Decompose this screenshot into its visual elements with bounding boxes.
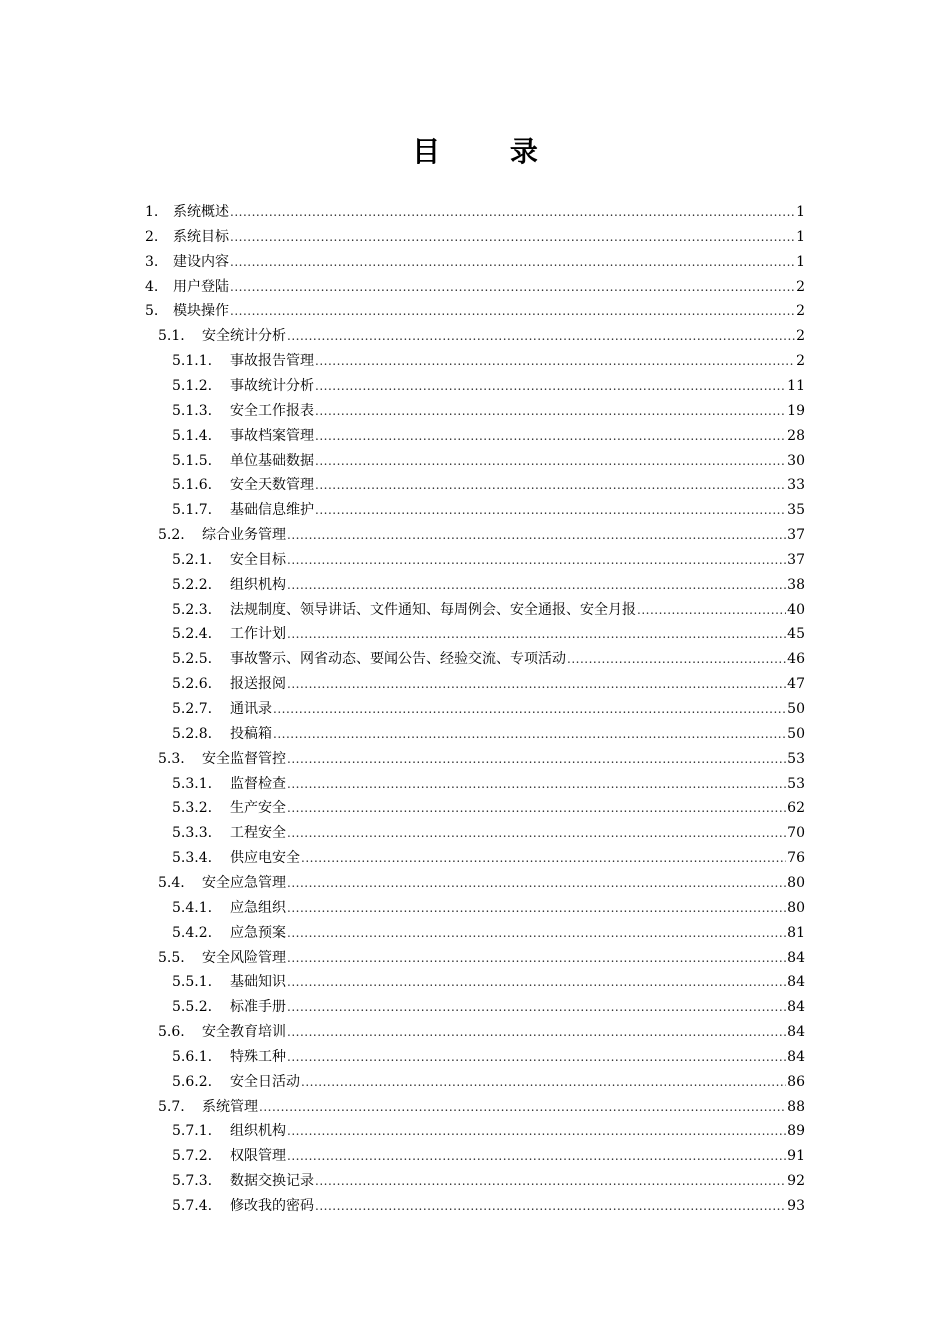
toc-entry-title: 安全应急管理 [202, 874, 286, 891]
toc-entry[interactable] [172, 548, 805, 572]
toc-entry[interactable] [145, 200, 805, 224]
toc-entry[interactable] [172, 672, 805, 696]
toc-entry[interactable] [172, 498, 805, 522]
toc-entry[interactable] [158, 324, 805, 348]
toc-entry[interactable] [172, 896, 805, 920]
toc-entry-page-number: 2 [796, 303, 805, 320]
toc-entry[interactable] [172, 970, 805, 994]
toc-dot-leader [301, 1070, 786, 1094]
toc-entry-number: 5.1.2. [172, 377, 213, 394]
toc-dot-leader [273, 697, 786, 721]
toc-entry-page-number: 88 [787, 1098, 805, 1115]
toc-entry-title: 事故档案管理 [230, 427, 314, 444]
toc-entry-number: 5.1.5. [172, 452, 213, 469]
toc-dot-leader [287, 772, 786, 796]
toc-entry-number: 5.5. [158, 949, 185, 966]
toc-entry-page-number: 37 [787, 551, 805, 568]
toc-entry-page-number: 1 [796, 228, 805, 245]
toc-entry-title: 修改我的密码 [230, 1198, 314, 1214]
toc-dot-leader [287, 1045, 786, 1069]
toc-entry-title: 安全工作报表 [230, 402, 314, 419]
toc-entry-number: 5.3.2. [172, 800, 213, 817]
toc-entry-title: 建设内容 [173, 253, 229, 270]
toc-entry[interactable] [172, 1070, 805, 1094]
toc-entry[interactable] [172, 449, 805, 473]
toc-entry[interactable] [172, 647, 805, 671]
toc-entry[interactable] [172, 1144, 805, 1168]
toc-entry-number: 5.2.7. [172, 701, 213, 717]
toc-entry[interactable] [158, 1020, 805, 1044]
toc-dot-leader [287, 747, 786, 771]
toc-entry[interactable] [172, 846, 805, 870]
toc-entry-page-number: 91 [787, 1148, 805, 1165]
toc-dot-leader [315, 473, 786, 497]
toc-entry-title: 特殊工种 [230, 1048, 286, 1065]
toc-entry-number: 5.3.4. [172, 850, 213, 867]
toc-entry-number: 5.2.8. [172, 725, 213, 742]
toc-dot-leader [315, 449, 786, 473]
toc-entry-number: 5.1.6. [172, 477, 213, 494]
toc-entry-number: 5.2.3. [172, 601, 213, 618]
toc-entry-number: 5. [145, 303, 159, 320]
toc-entry-page-number: 46 [787, 651, 805, 668]
toc-entry-page-number: 81 [787, 924, 805, 941]
toc-entry-number: 5.4.1. [172, 899, 213, 916]
toc-dot-leader [315, 498, 786, 522]
toc-entry-title: 供应电安全 [230, 850, 300, 867]
toc-entry-page-number: 33 [787, 477, 805, 494]
toc-entry-number: 5.2.6. [172, 676, 213, 693]
toc-entry-page-number: 2 [796, 353, 805, 370]
toc-entry-title: 组织机构 [230, 576, 286, 593]
toc-entry-page-number: 30 [787, 452, 805, 469]
toc-entry-number: 5.4.2. [172, 924, 213, 941]
toc-entry-title: 模块操作 [173, 303, 229, 320]
toc-dot-leader [315, 349, 795, 373]
toc-entry[interactable] [172, 722, 805, 746]
toc-entry-page-number: 84 [787, 1024, 805, 1041]
toc-entry-title: 标准手册 [230, 999, 286, 1016]
toc-entry[interactable] [172, 1169, 805, 1193]
toc-entry-page-number: 37 [787, 527, 805, 544]
toc-dot-leader [230, 200, 795, 224]
toc-entry-number: 5.3.1. [172, 775, 213, 792]
toc-entry-number: 5.6. [158, 1024, 185, 1041]
toc-entry-title: 基础信息维护 [230, 502, 314, 519]
toc-entry[interactable] [145, 250, 805, 274]
toc-entry-title: 安全监督管控 [202, 750, 286, 767]
toc-entry-title: 安全风险管理 [202, 949, 286, 966]
toc-entry[interactable] [145, 275, 805, 299]
toc-entry-title: 用户登陆 [173, 278, 229, 295]
toc-entry-title: 事故警示、网省动态、要闻公告、经验交流、专项活动 [230, 651, 566, 668]
toc-dot-leader [287, 995, 786, 1019]
toc-dot-leader [315, 399, 786, 423]
toc-entry-title: 通讯录 [230, 701, 272, 717]
toc-entry-page-number: 80 [787, 899, 805, 916]
toc-dot-leader [287, 1144, 786, 1168]
toc-entry-number: 5.7.3. [172, 1173, 213, 1190]
toc-dot-leader [287, 896, 786, 920]
toc-entry-title: 组织机构 [230, 1123, 286, 1140]
toc-entry-number: 5.7.2. [172, 1148, 213, 1165]
toc-entry[interactable] [158, 747, 805, 771]
toc-entry-page-number: 40 [787, 601, 805, 618]
toc-entry[interactable] [172, 796, 805, 820]
toc-dot-leader [315, 1194, 786, 1218]
toc-entry-page-number: 70 [787, 825, 805, 842]
toc-entry-title: 工程安全 [230, 825, 286, 842]
toc-entry-number: 5.4. [158, 874, 185, 891]
toc-entry-page-number: 38 [787, 576, 805, 593]
toc-dot-leader [567, 647, 786, 671]
toc-dot-leader [287, 573, 786, 597]
toc-entry-number: 3. [145, 253, 159, 270]
toc-entry-title: 系统概述 [173, 204, 229, 220]
toc-entry[interactable] [172, 349, 805, 373]
toc-entry-number: 5.3. [158, 750, 185, 767]
toc-entry-page-number: 92 [787, 1173, 805, 1190]
toc-entry-page-number: 2 [796, 278, 805, 295]
toc-entry-title: 事故报告管理 [230, 353, 314, 370]
toc-entry-number: 5.2.4. [172, 626, 213, 643]
toc-entry-title: 系统管理 [202, 1098, 258, 1115]
toc-dot-leader [315, 374, 786, 398]
toc-entry[interactable] [172, 1194, 805, 1218]
toc-entry-page-number: 50 [787, 725, 805, 742]
toc-entry[interactable] [172, 473, 805, 497]
toc-entry-page-number: 28 [787, 427, 805, 444]
toc-entry-number: 1. [145, 204, 159, 220]
toc-dot-leader [287, 796, 786, 820]
toc-entry[interactable] [172, 598, 805, 622]
toc-entry-number: 5.1.3. [172, 402, 213, 419]
toc-dot-leader [287, 1119, 786, 1143]
toc-entry[interactable] [158, 946, 805, 970]
toc-entry-title: 安全目标 [230, 551, 286, 568]
toc-entry-number: 5.1. [158, 328, 185, 345]
toc-entry-title: 应急预案 [230, 924, 286, 941]
toc-entry-title: 系统目标 [173, 228, 229, 245]
toc-dot-leader [287, 821, 786, 845]
toc-entry-page-number: 86 [787, 1073, 805, 1090]
toc-dot-leader [287, 871, 786, 895]
toc-entry-page-number: 19 [787, 402, 805, 419]
toc-entry-page-number: 84 [787, 974, 805, 991]
toc-entry[interactable] [172, 374, 805, 398]
toc-entry[interactable] [145, 299, 805, 323]
toc-entry[interactable] [172, 399, 805, 423]
toc-entry[interactable] [172, 1119, 805, 1143]
toc-dot-leader [230, 225, 795, 249]
toc-entry-number: 5.2. [158, 527, 185, 544]
toc-dot-leader [287, 324, 795, 348]
toc-entry-title: 安全天数管理 [230, 477, 314, 494]
toc-entry-page-number: 89 [787, 1123, 805, 1140]
toc-entry-page-number: 53 [787, 750, 805, 767]
toc-dot-leader [287, 970, 786, 994]
toc-entry-page-number: 50 [787, 701, 805, 717]
toc-entry-number: 5.1.1. [172, 353, 213, 370]
toc-entry-number: 5.1.7. [172, 502, 213, 519]
toc-dot-leader [637, 598, 786, 622]
toc-dot-leader [230, 275, 795, 299]
toc-entry-number: 5.1.4. [172, 427, 213, 444]
toc-entry-page-number: 2 [796, 328, 805, 345]
toc-entry-title: 监督检查 [230, 775, 286, 792]
toc-entry-number: 5.3.3. [172, 825, 213, 842]
toc-entry-page-number: 84 [787, 999, 805, 1016]
toc-entry-title: 单位基础数据 [230, 452, 314, 469]
toc-entry-title: 基础知识 [230, 974, 286, 991]
toc-entry-title: 安全统计分析 [202, 328, 286, 345]
toc-entry-page-number: 11 [787, 377, 805, 394]
toc-entry[interactable] [158, 523, 805, 547]
toc-entry-number: 5.2.2. [172, 576, 213, 593]
toc-entry-title: 安全日活动 [230, 1073, 300, 1090]
toc-dot-leader [259, 1095, 786, 1119]
toc-entry-page-number: 53 [787, 775, 805, 792]
toc-entry-page-number: 80 [787, 874, 805, 891]
toc-entry-title: 工作计划 [230, 626, 286, 643]
toc-entry[interactable] [172, 821, 805, 845]
toc-entry[interactable] [172, 1045, 805, 1069]
toc-dot-leader [301, 846, 786, 870]
toc-entry-page-number: 35 [787, 502, 805, 519]
toc-entry-page-number: 45 [787, 626, 805, 643]
toc-entry[interactable] [172, 921, 805, 945]
toc-entry-title: 综合业务管理 [202, 527, 286, 544]
toc-entry-page-number: 93 [787, 1198, 805, 1214]
toc-entry-number: 2. [145, 228, 159, 245]
toc-dot-leader [230, 299, 795, 323]
toc-entry-page-number: 84 [787, 1048, 805, 1065]
toc-entry-page-number: 47 [787, 676, 805, 693]
toc-entry-title: 权限管理 [230, 1148, 286, 1165]
toc-entry-number: 4. [145, 278, 159, 295]
toc-dot-leader [287, 946, 786, 970]
toc-entry[interactable] [172, 772, 805, 796]
toc-entry-number: 5.2.5. [172, 651, 213, 668]
toc-dot-leader [315, 1169, 786, 1193]
toc-dot-leader [287, 523, 786, 547]
toc-entry-number: 5.6.2. [172, 1073, 213, 1090]
toc-entry-title: 生产安全 [230, 800, 286, 817]
page-title: 目 录 [412, 135, 568, 168]
toc-entry[interactable] [172, 995, 805, 1019]
toc-entry[interactable] [158, 871, 805, 895]
toc-dot-leader [315, 424, 786, 448]
toc-entry-title: 应急组织 [230, 899, 286, 916]
toc-dot-leader [230, 250, 795, 274]
toc-entry-number: 5.5.1. [172, 974, 213, 991]
toc-entry-number: 5.7.1. [172, 1123, 213, 1140]
toc-entry-number: 5.5.2. [172, 999, 213, 1016]
toc-entry[interactable] [145, 225, 805, 249]
toc-entry[interactable] [172, 424, 805, 448]
toc-entry-title: 报送报阅 [230, 676, 286, 693]
toc-dot-leader [287, 548, 786, 572]
toc-entry-page-number: 1 [796, 204, 805, 220]
toc-entry[interactable] [172, 573, 805, 597]
toc-entry-page-number: 1 [796, 253, 805, 270]
toc-dot-leader [273, 722, 786, 746]
toc-entry-title: 数据交换记录 [230, 1173, 314, 1190]
toc-entry-page-number: 84 [787, 949, 805, 966]
toc-dot-leader [287, 921, 786, 945]
toc-dot-leader [287, 672, 786, 696]
toc-entry[interactable] [158, 1095, 805, 1119]
toc-entry[interactable] [172, 697, 805, 721]
toc-entry-number: 5.2.1. [172, 551, 213, 568]
toc-entry-page-number: 62 [787, 800, 805, 817]
toc-entry-number: 5.6.1. [172, 1048, 213, 1065]
toc-entry-title: 事故统计分析 [230, 377, 314, 394]
toc-entry-number: 5.7. [158, 1098, 185, 1115]
toc-entry-title: 安全教育培训 [202, 1024, 286, 1041]
toc-dot-leader [287, 1020, 786, 1044]
toc-dot-leader [287, 622, 786, 646]
toc-entry[interactable] [172, 622, 805, 646]
toc-entry-title: 投稿箱 [230, 725, 272, 742]
toc-entry-page-number: 76 [787, 850, 805, 867]
toc-entry-title: 法规制度、领导讲话、文件通知、每周例会、安全通报、安全月报 [230, 601, 636, 618]
toc-entry-number: 5.7.4. [172, 1198, 213, 1214]
